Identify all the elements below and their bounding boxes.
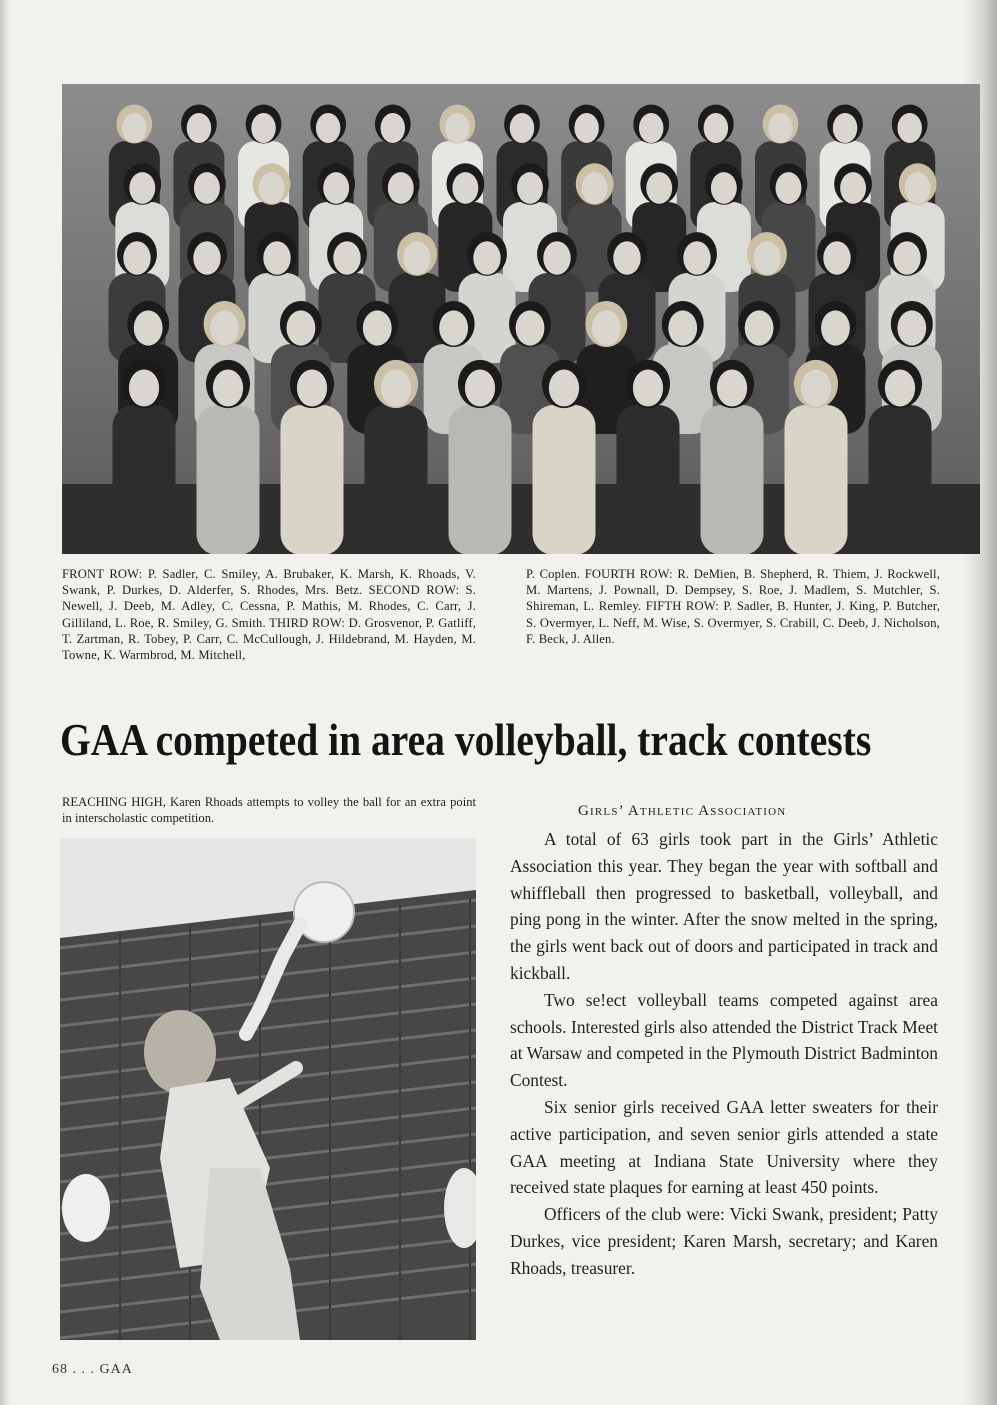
page-folio: 68 . . . GAA <box>52 1362 133 1377</box>
caption-right-column: P. Coplen. FOURTH ROW: R. DeMien, B. Shepherd, R. Thiem, J. Rockwell, M. Martens, J. Pownall, D. Dempsey, S. Roe, J. Madlem, S. Mutchler, S. Shireman, L. Remley. FIFTH ROW: P. Sadler, B. Hunter, J. King, P. Butcher, S. Overmyer, L. Neff, M. Wise, S. Overmyer, S. Crabill, C. Deeb, J. Nicholson, F. Beck, J. Allen. <box>526 567 940 646</box>
section-title: Girls’ Athletic Association <box>578 803 787 819</box>
paragraph-1: A total of 63 girls took part in the Girls’ Athletic Association this year. They began the year with softball and whiffleball then progressed to basketball, volleyball, and ping pong in the winter. After the snow melted in the spring, the girls went back out of doors and participated in track and kickball. <box>510 829 938 983</box>
page-gutter-shadow <box>0 0 10 1405</box>
group-photo-caption <box>62 566 940 663</box>
headline: GAA competed in area volleyball, track contests <box>60 714 872 765</box>
paragraph-3: Six senior girls received GAA letter sweaters for their active participation, and seven senior girls attended a state GAA meeting at Indiana State University where they received state plaques for earning at least 450 points. <box>510 1096 938 1198</box>
caption-left-column: FRONT ROW: P. Sadler, C. Smiley, A. Brubaker, K. Marsh, K. Rhoads, V. Swank, P. Durkes, D. Alderfer, S. Rhodes, Mrs. Betz. SECOND ROW: S. Newell, J. Deeb, M. Adley, C. Cessna, P. Mathis, M. Rhodes, C. Carr, J. Gilliland, L. Roe, R. Smiley, G. Smith. THIRD ROW: D. Grosvenor, P. Gatliff, T. Zartman, R. Tobey, P. Carr, C. McCullough, J. Hildebrand, M. Hayden, M. Towne, K. Warmbrod, M. Mitchell, <box>62 567 476 663</box>
action-photo-caption: REACHING HIGH, Karen Rhoads attempts to volley the ball for an extra point in interscholastic competition. <box>62 795 476 826</box>
paragraph-2: Two se!ect volleyball teams competed against area schools. Interested girls also attended the District Track Meet at Warsaw and competed in the Plymouth District Badminton Contest. <box>510 989 938 1091</box>
group-photo <box>62 84 980 554</box>
paragraph-4: Officers of the club were: Vicki Swank, president; Patty Durkes, vice president; Karen Marsh, secretary; and Karen Rhoads, treasurer. <box>510 1204 938 1278</box>
article-body <box>510 826 938 1282</box>
volleyball-photo <box>60 838 476 1340</box>
